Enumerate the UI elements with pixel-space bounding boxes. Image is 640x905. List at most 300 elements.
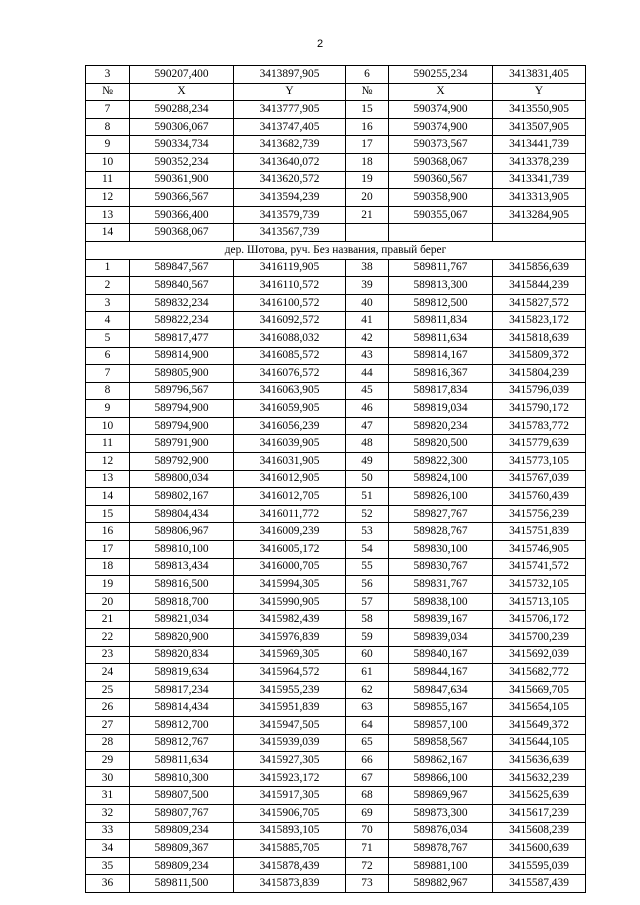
cell-number: 12 <box>86 453 130 471</box>
cell-y: 3415856,639 <box>493 259 586 277</box>
cell-x: 589830,767 <box>389 558 493 576</box>
page-number: 2 <box>316 38 324 50</box>
cell-number: 17 <box>346 136 389 154</box>
cell-y: 3415600,639 <box>493 840 586 858</box>
cell-y: 3415692,039 <box>493 646 586 664</box>
cell-x: 590207,400 <box>130 66 234 84</box>
section-row <box>86 241 586 259</box>
table-row <box>86 646 586 664</box>
cell-number: 2 <box>86 277 130 295</box>
cell-y: 3413831,405 <box>493 66 586 84</box>
cell-x: 590352,234 <box>130 153 234 171</box>
table-row <box>86 840 586 858</box>
cell-x: 589796,567 <box>130 382 234 400</box>
cell-x: 589839,167 <box>389 611 493 629</box>
cell-x: 589809,234 <box>130 822 234 840</box>
cell-y: 3413594,239 <box>234 189 346 207</box>
cell-number: 30 <box>86 769 130 787</box>
cell-y: 3415809,372 <box>493 347 586 365</box>
cell-x: 589832,234 <box>130 294 234 312</box>
cell-x: 589826,100 <box>389 488 493 506</box>
cell-y: 3413897,905 <box>234 66 346 84</box>
cell-x: 589817,834 <box>389 382 493 400</box>
header-number: № <box>346 83 389 101</box>
cell-x: 589813,300 <box>389 277 493 295</box>
cell-x: 589810,300 <box>130 769 234 787</box>
cell-y: 3415587,439 <box>493 875 586 893</box>
cell-x: 589844,167 <box>389 664 493 682</box>
cell-x: 589819,634 <box>130 664 234 682</box>
cell-x: 589810,100 <box>130 541 234 559</box>
table-row <box>86 716 586 734</box>
cell-number: 20 <box>346 189 389 207</box>
cell-y: 3416005,172 <box>234 541 346 559</box>
cell-y: 3416039,905 <box>234 435 346 453</box>
cell-x: 589821,034 <box>130 611 234 629</box>
cell-x: 589847,634 <box>389 681 493 699</box>
table-row <box>86 118 586 136</box>
cell-y: 3415906,705 <box>234 804 346 822</box>
cell-x: 590255,234 <box>389 66 493 84</box>
cell-x: 589882,967 <box>389 875 493 893</box>
cell-number: 72 <box>346 857 389 875</box>
cell-number: 6 <box>86 347 130 365</box>
cell-x: 589817,234 <box>130 681 234 699</box>
cell-x: 589816,367 <box>389 365 493 383</box>
cell-y: 3415804,239 <box>493 365 586 383</box>
cell-x: 590361,900 <box>130 171 234 189</box>
cell-number: 10 <box>86 153 130 171</box>
cell-x: 589792,900 <box>130 453 234 471</box>
table-row <box>86 576 586 594</box>
cell-y: 3416088,032 <box>234 329 346 347</box>
cell-x: 589838,100 <box>389 593 493 611</box>
cell-x: 589791,900 <box>130 435 234 453</box>
table-row <box>86 312 586 330</box>
cell-x: 590334,734 <box>130 136 234 154</box>
cell-x: 589809,367 <box>130 840 234 858</box>
coordinates-table <box>85 65 586 893</box>
cell-y: 3415982,439 <box>234 611 346 629</box>
cell-number: 23 <box>86 646 130 664</box>
cell-y: 3413378,239 <box>493 153 586 171</box>
cell-number: 3 <box>86 66 130 84</box>
cell-number: 18 <box>86 558 130 576</box>
cell-number: 44 <box>346 365 389 383</box>
cell-number: 62 <box>346 681 389 699</box>
cell-number: 15 <box>86 505 130 523</box>
cell-x: 589822,300 <box>389 453 493 471</box>
cell-x: 590368,067 <box>130 224 234 242</box>
cell-y: 3415955,239 <box>234 681 346 699</box>
cell-number: 39 <box>346 277 389 295</box>
cell-x: 590366,567 <box>130 189 234 207</box>
table-row <box>86 400 586 418</box>
cell-y: 3413341,739 <box>493 171 586 189</box>
cell-x: 589811,634 <box>389 329 493 347</box>
cell-number: 68 <box>346 787 389 805</box>
cell-y: 3415632,239 <box>493 769 586 787</box>
cell-number: 10 <box>86 417 130 435</box>
table-row <box>86 470 586 488</box>
cell-number: 57 <box>346 593 389 611</box>
cell-x: 589858,567 <box>389 734 493 752</box>
cell-y: 3416031,905 <box>234 453 346 471</box>
cell-number: 7 <box>86 101 130 119</box>
cell-y: 3413567,739 <box>234 224 346 242</box>
cell-number: 21 <box>346 206 389 224</box>
cell-x: 589862,167 <box>389 752 493 770</box>
cell-y: 3416056,239 <box>234 417 346 435</box>
cell-y: 3415636,639 <box>493 752 586 770</box>
cell-number: 71 <box>346 840 389 858</box>
table-row <box>86 505 586 523</box>
cell-x: 589812,767 <box>130 734 234 752</box>
table-row <box>86 541 586 559</box>
cell-x: 589819,034 <box>389 400 493 418</box>
cell-x: 589869,967 <box>389 787 493 805</box>
cell-x: 589814,167 <box>389 347 493 365</box>
cell-y: 3416009,239 <box>234 523 346 541</box>
cell-number: 29 <box>86 752 130 770</box>
cell-x: 589814,900 <box>130 347 234 365</box>
cell-number: 34 <box>86 840 130 858</box>
cell-y: 3415760,439 <box>493 488 586 506</box>
table-row <box>86 347 586 365</box>
cell-y: 3415751,839 <box>493 523 586 541</box>
cell-x: 589828,767 <box>389 523 493 541</box>
table-row <box>86 804 586 822</box>
cell-y: 3415756,239 <box>493 505 586 523</box>
cell-y: 3413682,739 <box>234 136 346 154</box>
cell-number: 45 <box>346 382 389 400</box>
cell-y: 3413550,905 <box>493 101 586 119</box>
table-row <box>86 435 586 453</box>
cell-number: 47 <box>346 417 389 435</box>
cell-y: 3415767,039 <box>493 470 586 488</box>
cell-number <box>346 224 389 242</box>
cell-x: 590288,234 <box>130 101 234 119</box>
cell-y: 3415732,105 <box>493 576 586 594</box>
header-y: Y <box>493 83 586 101</box>
cell-y: 3416000,705 <box>234 558 346 576</box>
cell-y: 3416092,572 <box>234 312 346 330</box>
table-row <box>86 224 586 242</box>
cell-x: 589809,234 <box>130 857 234 875</box>
section-title: дер. Шотова, руч. Без названия, правый берег <box>86 241 586 259</box>
cell-x: 590306,067 <box>130 118 234 136</box>
table-row <box>86 259 586 277</box>
cell-number: 21 <box>86 611 130 629</box>
header-x: X <box>389 83 493 101</box>
cell-y: 3415976,839 <box>234 629 346 647</box>
cell-x: 589830,100 <box>389 541 493 559</box>
cell-x: 589811,500 <box>130 875 234 893</box>
cell-x: 589873,300 <box>389 804 493 822</box>
cell-x: 589820,234 <box>389 417 493 435</box>
table-row <box>86 787 586 805</box>
cell-number: 58 <box>346 611 389 629</box>
cell-y: 3415917,305 <box>234 787 346 805</box>
cell-x: 589794,900 <box>130 417 234 435</box>
cell-y: 3415682,772 <box>493 664 586 682</box>
cell-x: 589820,500 <box>389 435 493 453</box>
cell-number: 32 <box>86 804 130 822</box>
cell-y: 3415654,105 <box>493 699 586 717</box>
cell-y: 3415713,105 <box>493 593 586 611</box>
cell-y: 3415790,172 <box>493 400 586 418</box>
table-row <box>86 277 586 295</box>
table-row <box>86 417 586 435</box>
cell-y: 3415844,239 <box>493 277 586 295</box>
cell-number: 19 <box>346 171 389 189</box>
cell-number: 51 <box>346 488 389 506</box>
cell-y: 3415644,105 <box>493 734 586 752</box>
cell-y: 3415625,639 <box>493 787 586 805</box>
cell-y: 3415783,772 <box>493 417 586 435</box>
cell-x: 589811,634 <box>130 752 234 770</box>
cell-x: 589827,767 <box>389 505 493 523</box>
cell-number: 54 <box>346 541 389 559</box>
cell-x: 590358,900 <box>389 189 493 207</box>
cell-x: 589807,767 <box>130 804 234 822</box>
cell-x: 590355,067 <box>389 206 493 224</box>
cell-number: 73 <box>346 875 389 893</box>
cell-x: 589820,900 <box>130 629 234 647</box>
header-number: № <box>86 83 130 101</box>
table-row <box>86 365 586 383</box>
cell-number: 28 <box>86 734 130 752</box>
cell-number: 18 <box>346 153 389 171</box>
cell-x: 589857,100 <box>389 716 493 734</box>
table-row <box>86 857 586 875</box>
cell-number: 42 <box>346 329 389 347</box>
cell-y: 3413441,739 <box>493 136 586 154</box>
cell-y: 3415818,639 <box>493 329 586 347</box>
cell-y: 3416012,705 <box>234 488 346 506</box>
cell-number: 26 <box>86 699 130 717</box>
cell-y: 3415773,105 <box>493 453 586 471</box>
cell-y: 3415927,305 <box>234 752 346 770</box>
table-row <box>86 206 586 224</box>
cell-x: 589814,434 <box>130 699 234 717</box>
coordinates-table-body <box>86 66 586 893</box>
cell-number: 60 <box>346 646 389 664</box>
table-row <box>86 66 586 84</box>
cell-y <box>493 224 586 242</box>
cell-number: 55 <box>346 558 389 576</box>
cell-number: 69 <box>346 804 389 822</box>
cell-number: 70 <box>346 822 389 840</box>
cell-y: 3415939,039 <box>234 734 346 752</box>
cell-number: 66 <box>346 752 389 770</box>
cell-number: 36 <box>86 875 130 893</box>
cell-x: 590366,400 <box>130 206 234 224</box>
cell-number: 41 <box>346 312 389 330</box>
cell-x: 589820,834 <box>130 646 234 664</box>
cell-x: 589812,700 <box>130 716 234 734</box>
cell-x: 589812,500 <box>389 294 493 312</box>
cell-number: 65 <box>346 734 389 752</box>
cell-number: 24 <box>86 664 130 682</box>
cell-number: 38 <box>346 259 389 277</box>
cell-number: 16 <box>346 118 389 136</box>
table-row <box>86 523 586 541</box>
cell-y: 3413640,072 <box>234 153 346 171</box>
cell-y: 3415969,305 <box>234 646 346 664</box>
cell-x: 589847,567 <box>130 259 234 277</box>
cell-x: 589811,767 <box>389 259 493 277</box>
cell-y: 3415595,039 <box>493 857 586 875</box>
cell-x: 590374,900 <box>389 101 493 119</box>
cell-number: 40 <box>346 294 389 312</box>
table-row <box>86 822 586 840</box>
cell-number: 49 <box>346 453 389 471</box>
cell-x: 590360,567 <box>389 171 493 189</box>
table-row <box>86 611 586 629</box>
cell-number: 1 <box>86 259 130 277</box>
cell-x: 589822,234 <box>130 312 234 330</box>
cell-x: 589866,100 <box>389 769 493 787</box>
cell-y: 3415617,239 <box>493 804 586 822</box>
cell-number: 53 <box>346 523 389 541</box>
cell-number: 12 <box>86 189 130 207</box>
cell-number: 9 <box>86 136 130 154</box>
cell-number: 48 <box>346 435 389 453</box>
table-row <box>86 593 586 611</box>
cell-number: 61 <box>346 664 389 682</box>
table-row <box>86 153 586 171</box>
cell-number: 14 <box>86 488 130 506</box>
cell-number: 64 <box>346 716 389 734</box>
cell-number: 16 <box>86 523 130 541</box>
table-row <box>86 875 586 893</box>
cell-y: 3413579,739 <box>234 206 346 224</box>
table-row <box>86 453 586 471</box>
cell-x: 589881,100 <box>389 857 493 875</box>
table-row <box>86 294 586 312</box>
table-row <box>86 171 586 189</box>
cell-x: 589802,167 <box>130 488 234 506</box>
cell-y: 3416085,572 <box>234 347 346 365</box>
cell-x: 589839,034 <box>389 629 493 647</box>
cell-number: 17 <box>86 541 130 559</box>
table-row <box>86 329 586 347</box>
cell-number: 13 <box>86 206 130 224</box>
cell-number: 31 <box>86 787 130 805</box>
cell-y: 3415700,239 <box>493 629 586 647</box>
cell-y: 3413747,405 <box>234 118 346 136</box>
cell-y: 3415951,839 <box>234 699 346 717</box>
cell-y: 3416011,772 <box>234 505 346 523</box>
cell-x: 589855,167 <box>389 699 493 717</box>
cell-number: 33 <box>86 822 130 840</box>
table-row <box>86 101 586 119</box>
cell-x: 589840,167 <box>389 646 493 664</box>
cell-number: 27 <box>86 716 130 734</box>
cell-number: 67 <box>346 769 389 787</box>
cell-x: 589818,700 <box>130 593 234 611</box>
cell-y: 3413777,905 <box>234 101 346 119</box>
cell-number: 3 <box>86 294 130 312</box>
cell-x: 589800,034 <box>130 470 234 488</box>
table-row <box>86 488 586 506</box>
cell-x: 589804,434 <box>130 505 234 523</box>
table-row <box>86 734 586 752</box>
cell-y: 3415947,505 <box>234 716 346 734</box>
cell-y: 3415994,305 <box>234 576 346 594</box>
cell-y: 3416100,572 <box>234 294 346 312</box>
table-row <box>86 769 586 787</box>
cell-y: 3415779,639 <box>493 435 586 453</box>
cell-x: 589824,100 <box>389 470 493 488</box>
cell-y: 3415796,039 <box>493 382 586 400</box>
cell-x: 589813,434 <box>130 558 234 576</box>
table-row <box>86 752 586 770</box>
cell-number: 7 <box>86 365 130 383</box>
cell-y: 3413284,905 <box>493 206 586 224</box>
cell-y: 3415741,572 <box>493 558 586 576</box>
cell-number: 14 <box>86 224 130 242</box>
table-row <box>86 136 586 154</box>
cell-number: 4 <box>86 312 130 330</box>
cell-number: 19 <box>86 576 130 594</box>
cell-y: 3415669,705 <box>493 681 586 699</box>
cell-y: 3416059,905 <box>234 400 346 418</box>
cell-number: 11 <box>86 435 130 453</box>
cell-y: 3415706,172 <box>493 611 586 629</box>
cell-x: 589816,500 <box>130 576 234 594</box>
cell-x: 589831,767 <box>389 576 493 594</box>
cell-number: 25 <box>86 681 130 699</box>
cell-y: 3416119,905 <box>234 259 346 277</box>
table-row <box>86 681 586 699</box>
table-row <box>86 664 586 682</box>
cell-number: 35 <box>86 857 130 875</box>
cell-y: 3415827,572 <box>493 294 586 312</box>
cell-y: 3415878,439 <box>234 857 346 875</box>
cell-y: 3413507,905 <box>493 118 586 136</box>
cell-x: 589876,034 <box>389 822 493 840</box>
cell-y: 3416076,572 <box>234 365 346 383</box>
cell-number: 20 <box>86 593 130 611</box>
cell-y: 3415964,572 <box>234 664 346 682</box>
cell-number: 59 <box>346 629 389 647</box>
header-y: Y <box>234 83 346 101</box>
header-x: X <box>130 83 234 101</box>
cell-number: 50 <box>346 470 389 488</box>
cell-x: 590368,067 <box>389 153 493 171</box>
cell-y: 3415823,172 <box>493 312 586 330</box>
cell-y: 3415923,172 <box>234 769 346 787</box>
cell-number: 56 <box>346 576 389 594</box>
cell-number: 5 <box>86 329 130 347</box>
cell-number: 52 <box>346 505 389 523</box>
cell-y: 3413313,905 <box>493 189 586 207</box>
cell-y: 3415608,239 <box>493 822 586 840</box>
cell-y: 3415649,372 <box>493 716 586 734</box>
cell-y: 3415746,905 <box>493 541 586 559</box>
cell-number: 8 <box>86 118 130 136</box>
cell-x: 589805,900 <box>130 365 234 383</box>
cell-y: 3415885,705 <box>234 840 346 858</box>
cell-x: 589878,767 <box>389 840 493 858</box>
cell-y: 3415893,105 <box>234 822 346 840</box>
table-row <box>86 699 586 717</box>
cell-number: 43 <box>346 347 389 365</box>
cell-number: 22 <box>86 629 130 647</box>
table-row <box>86 558 586 576</box>
